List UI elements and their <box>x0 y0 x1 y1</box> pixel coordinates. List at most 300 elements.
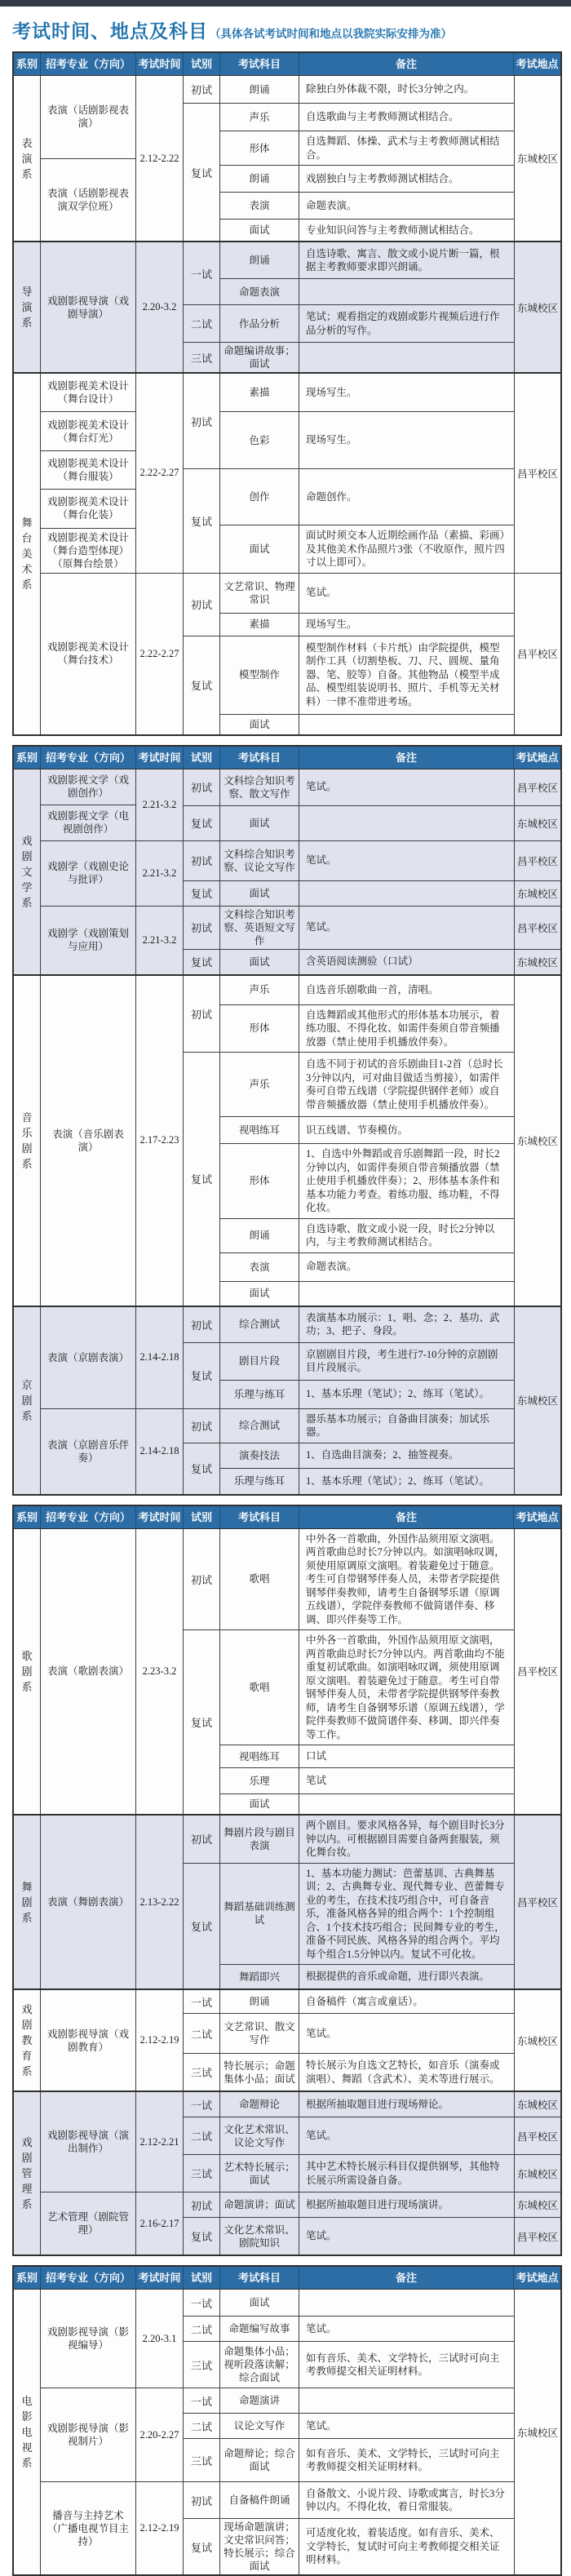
top-strip <box>0 0 571 7</box>
subject-cell: 面试 <box>220 715 299 734</box>
exam-rounds <box>184 976 514 1306</box>
round-label: 复试 <box>184 469 220 573</box>
note-cell <box>299 715 514 734</box>
round-group <box>184 468 514 573</box>
subject-cell: 表演 <box>220 193 299 219</box>
subject-cell: 乐理与练耳 <box>220 1469 299 1494</box>
location-cell: 昌平校区 <box>514 1816 560 1989</box>
exam-row <box>220 2342 514 2388</box>
major-block <box>41 840 560 906</box>
major-block <box>41 2481 514 2574</box>
exam-rows <box>220 2290 514 2316</box>
exam-row <box>220 950 560 974</box>
section-body <box>41 374 560 734</box>
subject-cell: 命题表演 <box>220 279 299 304</box>
exam-row <box>220 769 560 805</box>
subject-cell: 命题编写故事 <box>220 2317 299 2341</box>
column-header: 备注 <box>299 1506 514 1528</box>
majors-column <box>41 574 136 734</box>
exam-row <box>220 2117 560 2154</box>
location-cell: 昌平校区 <box>514 1529 560 1815</box>
subject-cell: 形体 <box>220 131 299 165</box>
exam-row <box>220 1253 514 1281</box>
note-cell: 笔试。 <box>306 2230 337 2242</box>
subject-cell: 声乐 <box>220 1053 299 1116</box>
location-cell: 东城校区 <box>514 881 560 906</box>
column-header: 考试时间 <box>136 2267 184 2289</box>
exam-row <box>220 2155 560 2192</box>
note-cell: 自选诗歌、寓言、散文或小说片断一篇，根据主考教师要求即兴朗诵。 <box>306 247 500 273</box>
column-header: 试别 <box>184 53 220 75</box>
exam-row <box>220 2290 514 2316</box>
exam-rows <box>220 1529 514 1630</box>
round-group <box>184 2217 560 2255</box>
exam-rows <box>220 806 560 840</box>
major-block <box>41 2388 514 2481</box>
location-cell: 东城校区 <box>514 2092 560 2117</box>
page-title: 考试时间、地点及科目 <box>12 20 208 42</box>
major-cell: 戏剧影视文学（电视剧创作） <box>41 805 135 840</box>
subject-cell: 歌唱 <box>220 1630 299 1745</box>
exam-rounds <box>184 1816 514 1989</box>
column-header: 考试时间 <box>136 1506 184 1528</box>
note-cell: 中外各一首歌曲，外国作品须用原文演唱。两首歌曲总时长7分钟以内。如演唱咏叹调，须使用原调原文演唱。着装避免过于随意。考生可自带钢琴伴奏人员，未带者学院提供钢琴伴奏教师，请考生自备钢琴乐谱（原调五线谱），学院伴奏教师不做简谱伴奏、移调、即兴伴奏等工作。 <box>306 1532 505 1625</box>
round-label: 一试 <box>184 2092 220 2117</box>
note-cell <box>299 2290 514 2316</box>
exam-row <box>220 714 514 734</box>
note-cell <box>299 806 514 840</box>
subject-cell: 声乐 <box>220 976 299 1004</box>
round-label: 初试 <box>184 76 220 103</box>
exam-rows <box>220 343 514 372</box>
table-header-row <box>14 2267 560 2290</box>
exam-rows <box>220 1630 514 1814</box>
exam-row <box>220 2519 514 2574</box>
note-cell: 1、自选中外舞蹈或音乐剧舞蹈一段，时长2分钟以内，如需伴奏须自带音频播放器（禁止使用手机播放伴奏）；2、形体基本条件和基本功能力考查。着练功服、练功鞋，不得化妆。 <box>306 1148 500 1213</box>
round-group <box>184 880 560 906</box>
round-label: 复试 <box>184 806 220 840</box>
major-cell: 戏剧影视文学（戏剧创作） <box>46 774 129 799</box>
exam-row <box>220 525 514 573</box>
exam-row <box>220 374 514 411</box>
dept-section <box>14 974 560 1306</box>
exam-rows <box>220 76 514 103</box>
round-label: 二试 <box>184 2414 220 2438</box>
round-label: 一试 <box>184 2290 220 2316</box>
round-group <box>184 342 514 372</box>
round-group <box>184 2013 514 2053</box>
dept-section <box>14 769 560 974</box>
round-group <box>184 1052 514 1306</box>
location-cell: 东城校区 <box>514 976 560 1306</box>
majors-column <box>41 2290 136 2388</box>
note-cell: 如有音乐、美术、文学特长，三试时可向主考教师提交相关证明材料。 <box>306 2447 500 2472</box>
note-cell: 自选音乐剧歌曲一首，清唱。 <box>306 983 439 995</box>
round-label: 复试 <box>184 1630 220 1814</box>
exam-rows <box>220 636 514 734</box>
exam-rounds <box>184 1990 514 2091</box>
exam-row <box>220 976 514 1004</box>
round-label: 二试 <box>184 305 220 342</box>
dept-label: 戏剧文学系 <box>14 769 41 974</box>
majors-column <box>41 2388 136 2481</box>
note-cell: 自选舞蹈、体操、武术与主考教师测试相结合。 <box>306 135 500 161</box>
note-cell: 自选歌曲与主考教师测试相结合。 <box>306 111 459 123</box>
round-group <box>184 2192 560 2217</box>
major-cell: 表演（话剧影视表演双学位班） <box>41 158 135 242</box>
major-cell: 戏剧影视导演（影视制片） <box>46 2423 129 2447</box>
exam-row <box>220 411 514 468</box>
page-subtitle: （具体各试考试时间和地点以我院实际安排为准） <box>210 28 452 40</box>
exam-row <box>220 1767 514 1793</box>
round-group <box>184 242 514 304</box>
note-cell: 1、基本乐理（笔试）；2、练耳（笔试）。 <box>306 1474 490 1487</box>
subject-cell: 自备稿件朗诵 <box>220 2482 299 2518</box>
round-label: 初试 <box>184 907 220 949</box>
column-header: 考试科目 <box>220 1506 299 1528</box>
location-cell: 东城校区 <box>514 2155 560 2192</box>
exam-table <box>12 2265 562 2576</box>
column-header: 系别 <box>14 2267 41 2289</box>
major-cell: 艺术管理（剧院管理） <box>46 2211 129 2236</box>
round-label: 初试 <box>184 2192 220 2217</box>
note-cell: 笔试。 <box>306 2419 337 2432</box>
subject-cell: 色彩 <box>220 412 299 468</box>
dept-label: 戏剧教育系 <box>14 1990 41 2091</box>
note-cell: 笔试。 <box>306 2322 337 2334</box>
column-header: 考试地点 <box>516 2272 559 2284</box>
note-cell <box>299 1282 514 1306</box>
round-label: 复试 <box>184 1343 220 1408</box>
major-block <box>41 976 514 1306</box>
exam-rows <box>220 2439 514 2481</box>
exam-rounds <box>184 76 514 241</box>
major-cell: 戏剧影视美术设计（舞台技术） <box>46 641 129 666</box>
majors-column <box>41 374 136 573</box>
major-block <box>41 1408 514 1494</box>
exam-rows <box>220 1409 514 1443</box>
exam-rows <box>220 1443 514 1494</box>
round-group <box>184 304 514 342</box>
exam-row <box>220 1529 514 1630</box>
exam-rows <box>220 104 514 241</box>
subject-cell: 舞蹈即兴 <box>220 1965 299 1989</box>
note-cell: 京剧剧目片段，考生进行7-10分钟的京剧剧目片段展示。 <box>306 1348 498 1373</box>
exam-time-cell: 2.21-3.2 <box>136 769 184 840</box>
column-header: 备注 <box>299 53 514 75</box>
round-group <box>184 769 560 805</box>
dept-section <box>14 2091 560 2255</box>
major-cell: 戏剧影视美术设计（舞台化装） <box>41 489 135 527</box>
note-cell: 现场写生。 <box>306 386 357 398</box>
round-group <box>184 2117 560 2154</box>
exam-row <box>220 1793 514 1814</box>
note-cell: 戏剧独白与主考教师测试相结合。 <box>306 172 459 184</box>
dept-section <box>14 1529 560 1815</box>
exam-row <box>220 574 514 613</box>
major-cell: 戏剧学（戏剧史论与批评） <box>46 861 129 885</box>
exam-table <box>12 1505 562 2257</box>
exam-time-cell: 2.14-2.18 <box>136 1307 184 1408</box>
note-cell: 命题表演。 <box>306 1261 357 1273</box>
exam-rows <box>220 1864 514 1989</box>
round-label: 初试 <box>184 574 220 636</box>
subject-cell: 文艺常识、物理常识 <box>220 574 299 613</box>
round-group <box>184 76 514 103</box>
note-cell: 笔试。 <box>306 854 337 867</box>
note-cell: 笔试；观看指定的戏剧或影片视频后进行作品分析的写作。 <box>306 311 500 336</box>
column-header: 试别 <box>184 1506 220 1528</box>
exam-row <box>220 1816 514 1863</box>
dept-section <box>14 1989 560 2091</box>
majors-column <box>41 2092 136 2192</box>
section-body <box>41 1816 514 1989</box>
subject-cell: 形体 <box>220 1005 299 1053</box>
dept-label: 京剧系 <box>14 1307 41 1494</box>
exam-row <box>220 278 514 304</box>
subject-cell: 文艺常识、散文写作 <box>220 2014 299 2053</box>
round-group <box>184 1342 514 1408</box>
subject-cell: 演奏技法 <box>220 1443 299 1468</box>
note-cell: 笔试。 <box>306 921 337 933</box>
major-cell: 戏剧学（戏剧策划与应用） <box>46 928 129 952</box>
round-group <box>184 2316 514 2341</box>
exam-rows <box>220 1343 514 1408</box>
major-cell: 戏剧影视导演（戏剧导演） <box>46 295 129 320</box>
column-header: 考试时间 <box>136 747 184 769</box>
note-cell: 笔试。 <box>306 781 337 793</box>
exam-time-cell: 2.22-2.27 <box>136 574 184 734</box>
major-block <box>41 573 560 734</box>
exam-rows <box>220 881 560 906</box>
round-group <box>184 1307 514 1342</box>
round-group <box>184 949 560 974</box>
exam-row <box>220 104 514 131</box>
exam-schedule-tables <box>12 51 562 2576</box>
subject-cell: 创作 <box>220 469 299 525</box>
exam-row <box>220 1116 514 1143</box>
subject-cell: 综合测试 <box>220 1307 299 1342</box>
exam-time-cell: 2.20-3.2 <box>136 242 184 372</box>
note-cell: 笔试。 <box>306 2130 337 2142</box>
note-cell <box>299 1794 514 1814</box>
note-cell: 自选不同于初试的音乐剧曲目1-2首（总时长3分钟以内，可对曲目做适当剪接），如需伴奏可自带五线谱（学院提供钢伴老师）或自带音频播放器（禁止使用手机播放伴奏）。 <box>306 1058 503 1111</box>
round-group <box>184 1443 514 1494</box>
exam-time-cell: 2.20-3.1 <box>136 2290 184 2388</box>
dept-section <box>14 1814 560 1989</box>
major-block <box>41 76 514 241</box>
column-header: 备注 <box>299 747 514 769</box>
exam-rows <box>220 469 514 573</box>
major-cell: 戏剧影视美术设计（舞台设计） <box>46 380 129 406</box>
location-cell: 昌平校区 <box>514 907 560 949</box>
note-cell: 1、基本功能力测试：芭蕾基训、古典舞基训；2、古典舞专业、现代舞专业、芭蕾舞专业的考生，在技术技巧组合中，可自备音乐，准备风格各异的组合两个：1个控制组合、1个技术技巧组合；民间舞专业的考生，准备不同民族、风格各异的组合两个。平均每个组合1.5分钟以内。复试不可化妆。 <box>306 1867 505 1960</box>
exam-row <box>220 2014 514 2053</box>
section-body <box>41 1307 514 1494</box>
majors-column <box>41 841 136 906</box>
majors-column <box>41 1816 136 1989</box>
column-header: 系别 <box>14 1506 41 1528</box>
exam-row <box>220 219 514 241</box>
major-block <box>41 2192 560 2255</box>
round-label: 二试 <box>184 2014 220 2053</box>
subject-cell: 模型制作 <box>220 636 299 714</box>
note-cell: 口试 <box>306 1750 327 1762</box>
round-label: 三试 <box>184 2342 220 2388</box>
dept-section <box>14 372 560 734</box>
exam-row <box>220 469 514 525</box>
subject-cell: 现场命题演讲；文史常识问答；特长展示；综合面试 <box>220 2519 299 2574</box>
round-label: 复试 <box>184 1443 220 1494</box>
exam-rows <box>220 2155 560 2192</box>
note-cell: 命题表演。 <box>306 199 357 211</box>
subject-cell: 命题演讲；面试 <box>220 2192 299 2217</box>
exam-rows <box>220 305 514 342</box>
exam-row <box>220 1745 514 1767</box>
major-cell: 戏剧影视导演（演出制作） <box>46 2130 129 2154</box>
exam-time-cell: 2.16-2.17 <box>136 2192 184 2255</box>
exam-row <box>220 76 514 103</box>
exam-row <box>220 192 514 219</box>
subject-cell: 命题集体小品；视听段落读解；综合面试 <box>220 2342 299 2388</box>
note-cell: 根据提供的音乐或命题，进行即兴表演。 <box>306 1971 490 1983</box>
exam-rows <box>220 374 514 468</box>
exam-rounds <box>184 2482 514 2574</box>
exam-rounds <box>184 1409 514 1494</box>
exam-time-cell: 2.22-2.27 <box>136 374 184 573</box>
section-body <box>41 2290 514 2574</box>
exam-rows <box>220 976 514 1053</box>
location-cell: 东城校区 <box>514 2290 560 2574</box>
note-cell: 笔试。 <box>306 587 337 599</box>
exam-time-cell: 2.12-2.19 <box>136 2482 184 2574</box>
note-cell: 现场写生。 <box>306 434 357 446</box>
exam-rows <box>220 574 514 636</box>
page-header <box>12 16 571 43</box>
exam-rows <box>220 2519 514 2574</box>
round-group <box>184 2092 560 2117</box>
major-block <box>41 1307 514 1408</box>
exam-rows <box>220 2388 514 2413</box>
subject-cell: 特长展示；命题集体小品；面试 <box>220 2054 299 2091</box>
note-cell: 专业知识问答与主考教师测试相结合。 <box>306 224 480 236</box>
subject-cell: 形体 <box>220 1144 299 1218</box>
exam-time-cell: 2.12-2.21 <box>136 2092 184 2192</box>
subject-cell: 素描 <box>220 374 299 411</box>
exam-rounds <box>184 907 560 974</box>
table-header-row <box>14 1506 560 1529</box>
dept-label: 歌剧系 <box>14 1529 41 1815</box>
round-label: 二试 <box>184 2317 220 2341</box>
note-cell <box>299 881 514 906</box>
majors-column <box>41 242 136 372</box>
exam-row <box>220 1630 514 1745</box>
exam-row <box>220 242 514 278</box>
subject-cell: 朗诵 <box>220 166 299 192</box>
subject-cell: 舞剧片段与剧目表演 <box>220 1816 299 1863</box>
majors-column <box>41 1529 136 1815</box>
round-label: 复试 <box>184 2218 220 2255</box>
majors-column <box>41 1307 136 1408</box>
round-label: 初试 <box>184 2482 220 2518</box>
subject-cell: 文科综合知识考察、英语短文写作 <box>220 907 299 949</box>
dept-label: 音乐剧系 <box>14 976 41 1306</box>
major-block <box>41 242 514 372</box>
note-cell: 面试时须交本人近期绘画作品（素描、彩画）及其他美术作品照片3张（不收原作，照片四寸以上即可）。 <box>306 530 505 568</box>
exam-row <box>220 1004 514 1053</box>
note-cell: 其中艺术特长展示科目仅提供钢琴，其他特长展示所需设备自备。 <box>306 2161 500 2186</box>
round-group <box>184 574 514 636</box>
table-header-row <box>14 747 560 769</box>
location-cell: 东城校区 <box>514 242 560 372</box>
major-cell: 戏剧影视导演（影视编导） <box>46 2326 129 2351</box>
exam-row <box>220 1990 514 2013</box>
exam-rows <box>220 2092 560 2117</box>
majors-column <box>41 1990 136 2091</box>
column-header: 试别 <box>184 747 220 769</box>
majors-column <box>41 907 136 974</box>
column-header: 备注 <box>299 2267 514 2289</box>
section-body <box>41 76 514 241</box>
location-cell: 东城校区 <box>514 1307 560 1494</box>
subject-cell: 文科综合知识考察、议论文写作 <box>220 841 299 880</box>
round-label: 复试 <box>184 1864 220 1989</box>
major-cell: 表演（京剧音乐伴奏） <box>46 1439 129 1464</box>
exam-rounds <box>184 2192 560 2255</box>
exam-rows <box>220 841 560 880</box>
location-cell: 昌平校区 <box>514 574 560 734</box>
major-block <box>41 769 560 840</box>
subject-cell: 命题辩论；综合面试 <box>220 2439 299 2481</box>
column-header: 考试时间 <box>136 53 184 75</box>
round-group <box>184 1529 514 1630</box>
exam-row <box>220 1143 514 1218</box>
exam-row <box>220 907 560 949</box>
major-block <box>41 2092 560 2192</box>
exam-rounds <box>184 2092 560 2192</box>
note-cell: 1、基本乐理（笔试）；2、练耳（笔试）。 <box>306 1388 490 1400</box>
note-cell: 特长展示为自选文艺特长，如音乐（演奏或演唱）、舞蹈（含武术）、美术等进行展示。 <box>306 2059 500 2085</box>
exam-rows <box>220 950 560 974</box>
major-cell: 播音与主持艺术（广播电视节目主持） <box>46 2509 129 2547</box>
major-cell: 戏剧影视美术设计（舞台灯光） <box>41 411 135 450</box>
exam-time-cell: 2.13-2.22 <box>136 1816 184 1989</box>
exam-rows <box>220 2414 514 2438</box>
exam-table <box>12 51 562 736</box>
exam-row <box>220 1053 514 1116</box>
column-header: 系别 <box>14 747 41 769</box>
exam-time-cell: 2.21-3.2 <box>136 841 184 906</box>
column-header: 考试地点 <box>516 751 559 764</box>
exam-row <box>220 131 514 165</box>
dept-section <box>14 241 560 372</box>
note-cell: 根据所抽取题目进行现场演讲。 <box>306 2198 449 2210</box>
note-cell: 现场写生。 <box>306 618 357 630</box>
exam-rows <box>220 2317 514 2341</box>
subject-cell: 面试 <box>220 525 299 573</box>
exam-rows <box>220 1053 514 1306</box>
column-header: 系别 <box>14 53 41 75</box>
major-cell: 表演（音乐剧表演） <box>52 1128 124 1153</box>
round-group <box>184 841 560 880</box>
exam-row <box>220 1468 514 1494</box>
column-header: 招考专业（方向） <box>41 1506 136 1528</box>
dept-section <box>14 76 560 241</box>
note-cell: 如有音乐、美术、文学特长，三试时可向主考教师提交相关证明材料。 <box>306 2352 500 2377</box>
round-group <box>184 805 560 840</box>
column-header: 招考专业（方向） <box>41 747 136 769</box>
round-label: 复试 <box>184 950 220 974</box>
